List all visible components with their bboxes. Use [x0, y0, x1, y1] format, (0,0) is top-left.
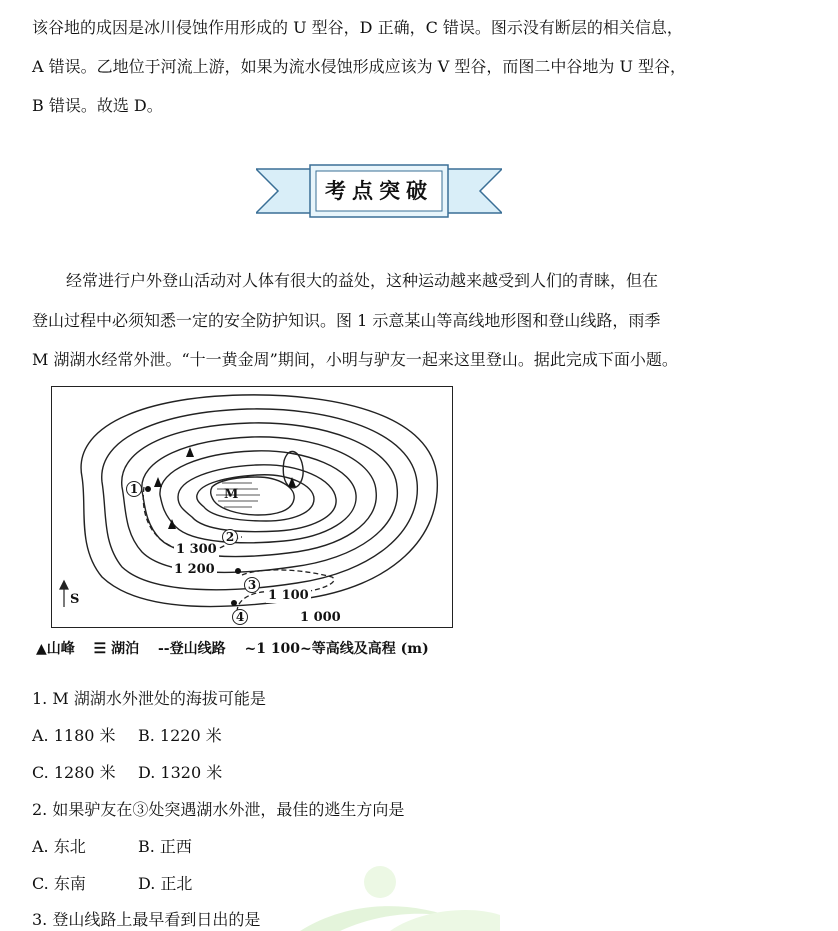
- question-2-option-d: D. 正北: [138, 874, 193, 893]
- north-label: S: [70, 592, 80, 607]
- lake-label: M: [224, 487, 239, 502]
- intro-line-2: A 错误。乙地位于河流上游，如果为流水侵蚀形成应该为 V 型谷，而图二中谷地为 U 型谷，: [32, 57, 687, 76]
- question-3-stem: 3. 登山线路上最早看到日出的是: [32, 910, 261, 929]
- marker-2: 2: [222, 529, 238, 545]
- legend-route: --登山线路: [157, 641, 226, 657]
- section-banner: [256, 163, 502, 219]
- legend-contour: ~1 100~等高线及高程 (m): [244, 641, 429, 657]
- contour-label-1200: 1 200: [174, 562, 215, 577]
- map-legend: [36, 638, 443, 658]
- intro-line-1: 该谷地的成因是冰川侵蚀作用形成的 U 型谷，D 正确，C 错误。图示没有断层的相关信息，: [32, 18, 683, 37]
- north-arrow-icon: [60, 581, 68, 607]
- legend-peak: ▲山峰: [36, 641, 75, 657]
- question-1-stem: 1. M 湖湖水外泄处的海拔可能是: [32, 689, 266, 708]
- question-1-option-d: D. 1320 米: [138, 763, 223, 782]
- contour-label-1000: 1 000: [300, 610, 341, 625]
- contour-label-1300: 1 300: [176, 542, 217, 557]
- banner-title: 考点突破: [325, 178, 433, 203]
- marker-4: 4: [232, 609, 248, 625]
- marker-3: 3: [244, 577, 260, 593]
- question-1-option-b: B. 1220 米: [138, 726, 222, 745]
- intro-line-3: B 错误。故选 D。: [32, 96, 163, 115]
- watermark-logo: [300, 860, 500, 931]
- passage-line-2: 登山过程中必须知悉一定的安全防护知识。图 1 示意某山等高线地形图和登山线路，雨季: [32, 311, 661, 330]
- question-1-option-a: A. 1180 米: [32, 726, 116, 745]
- peaks: [145, 447, 296, 606]
- question-1-option-c: C. 1280 米: [32, 763, 116, 782]
- contour-label-1100: 1 100: [268, 588, 309, 603]
- passage-line-3: M 湖湖水经常外泄。“十一黄金周”期间，小明与驴友一起来这里登山。据此完成下面小题。: [32, 350, 678, 369]
- marker-1: 1: [126, 481, 142, 497]
- question-2-option-c: C. 东南: [32, 874, 86, 893]
- question-2-stem: 2. 如果驴友在③处突遇湖水外泄，最佳的逃生方向是: [32, 800, 405, 819]
- question-2-option-b: B. 正西: [138, 837, 192, 856]
- passage-line-1: 经常进行户外登山活动对人体有很大的益处，这种运动越来越受到人们的青睐，但在: [66, 271, 659, 290]
- legend-lake: ☰ 湖泊: [93, 641, 140, 657]
- contour-map: [51, 386, 453, 628]
- question-2-option-a: A. 东北: [32, 837, 86, 856]
